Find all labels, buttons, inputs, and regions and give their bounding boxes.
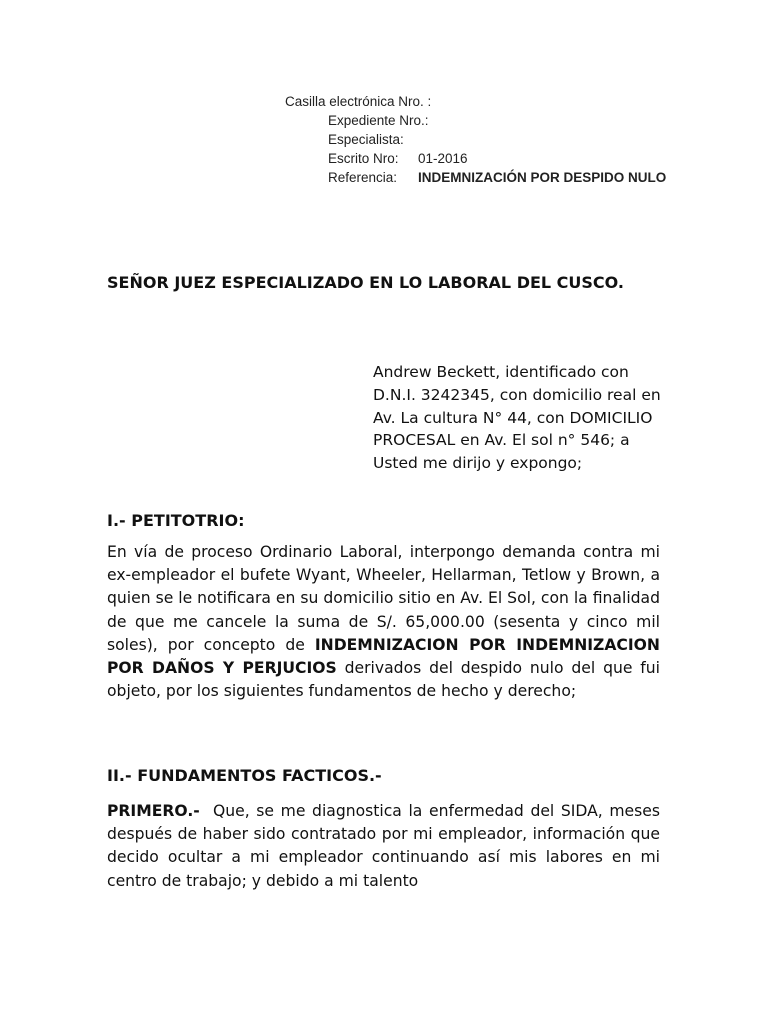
petitorio-text-bold: INDEMNIZACION POR INDEMNIZACION POR DAÑOS Y PERJUCIOS	[107, 635, 660, 678]
primero-label: PRIMERO.-	[107, 802, 200, 820]
especialista-label: Especialista:	[328, 132, 404, 147]
referencia-label: Referencia:	[328, 170, 398, 185]
expediente-row	[285, 111, 668, 130]
casilla-row	[285, 92, 668, 111]
petitorio-text-2: derivados del despido nulo del que fui objeto, por los siguientes fundamentos de hecho y derecho;	[107, 659, 661, 701]
plaintiff-intro	[373, 361, 673, 475]
plaintiff-intro-text: Andrew Beckett, identificado con D.N.I. 3242345, con domicilio real en Av. La cultura N° 44, con DOMICILIO PROCESAL en Av. El sol n° 546; a Usted me dirijo y expongo;	[373, 363, 661, 473]
petitorio-text-1: En vía de proceso Ordinario Laboral, interpongo demanda contra mi ex-empleador el bufete Wyant, Wheeler, Hellarman, Tetlow y Brown, a quien se le notificara en su domicilio sitio en Av. El Sol, con la finalidad de que me cancele la suma de S/. 65,000.00 (sesenta y cinco mil soles), por concepto de	[107, 543, 660, 654]
referencia-value: INDEMNIZACIÓN POR DESPIDO NULO	[418, 170, 667, 185]
case-header	[285, 92, 668, 187]
especialista-row	[285, 130, 668, 149]
escrito-label: Escrito Nro:	[328, 151, 399, 166]
casilla-label: Casilla electrónica Nro. :	[285, 94, 432, 109]
fundamentos-title: II.- FUNDAMENTOS FACTICOS.-	[107, 766, 382, 785]
referencia-row	[285, 168, 668, 187]
petitorio-title: I.- PETITOTRIO:	[107, 511, 245, 530]
expediente-label: Expediente Nro.:	[328, 113, 429, 128]
petitorio-paragraph	[107, 541, 660, 703]
escrito-row	[285, 149, 668, 168]
primero-text: Que, se me diagnostica la enfermedad del SIDA, meses después de haber sido contratado por mi empleador, información que decido ocultar a mi empleador continuando así mis labores en mi centro de trabajo; y debido a mi talento	[107, 802, 665, 890]
escrito-value: 01-2016	[418, 151, 468, 166]
primero-paragraph	[107, 800, 665, 893]
addressee-heading: SEÑOR JUEZ ESPECIALIZADO EN LO LABORAL DEL CUSCO.	[107, 273, 624, 292]
